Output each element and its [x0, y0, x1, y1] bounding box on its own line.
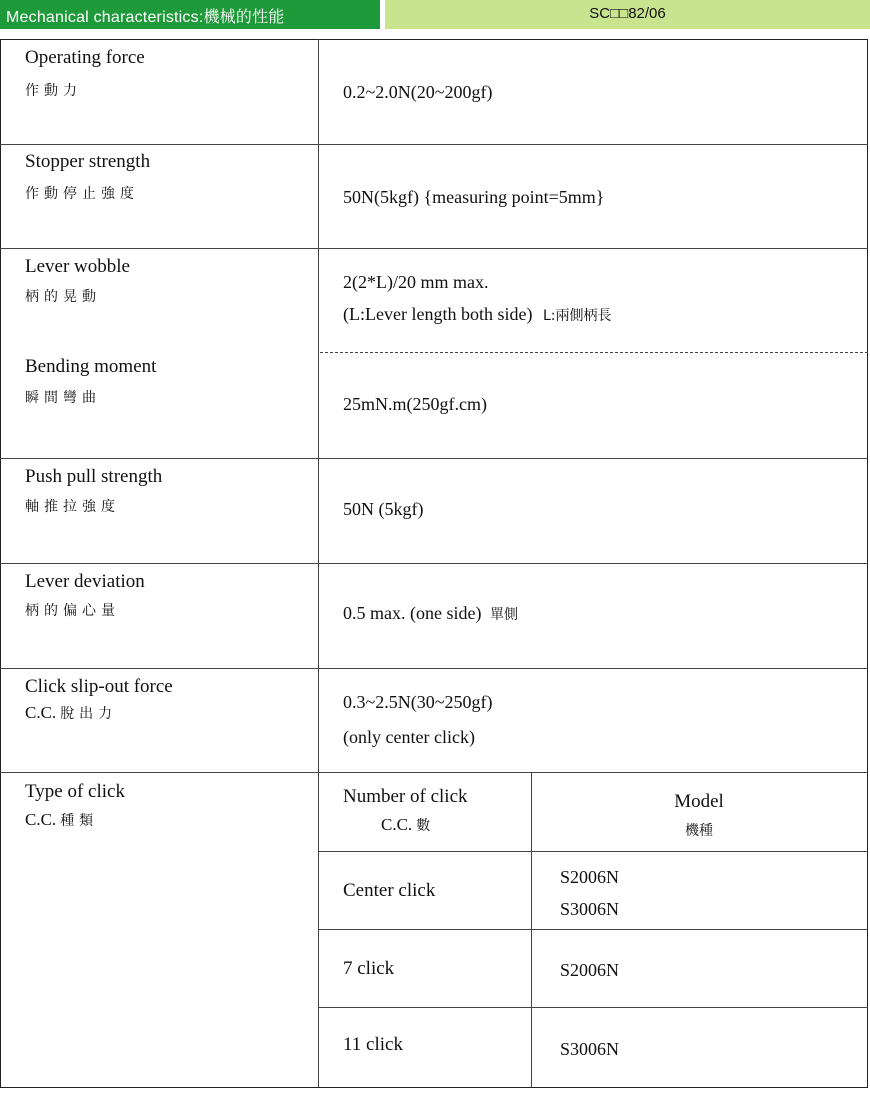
section-title-bar — [0, 0, 380, 29]
lever-wobble-value-line2 — [343, 304, 611, 325]
stopper-strength-label-zh: 作動停止強度 — [25, 186, 139, 202]
row-divider — [0, 248, 868, 249]
model-header: Model — [674, 791, 724, 812]
number-of-click-header-zh-group — [381, 815, 430, 835]
click-model-11: S3006N — [560, 1039, 620, 1059]
click-type-11: 11 click — [343, 1034, 403, 1055]
click-slip-out-force-value-line2: (only center click) — [343, 727, 475, 747]
operating-force-value: 0.2~2.0N(20~200gf) — [343, 82, 493, 102]
row-divider — [0, 144, 868, 145]
lever-deviation-value-en: 0.5 max. (one side) — [343, 603, 482, 623]
operating-force-label: Operating force — [25, 47, 145, 68]
number-of-click-header: Number of click — [343, 786, 468, 807]
number-of-click-header-prefix: C.C. — [381, 815, 413, 834]
bending-moment-label: Bending moment — [25, 356, 157, 377]
push-pull-strength-label-zh: 軸推拉強度 — [25, 499, 120, 515]
operating-force-label-zh: 作動力 — [25, 83, 82, 99]
lever-wobble-value-line1: 2(2*L)/20 mm max. — [343, 272, 489, 292]
click-table-row-divider — [318, 851, 868, 852]
click-slip-out-force-label-prefix: C.C. — [25, 703, 57, 722]
stopper-strength-value: 50N(5kgf) {measuring point=5mm} — [343, 187, 605, 207]
row-divider — [0, 458, 868, 459]
click-table-row-divider — [318, 929, 868, 930]
lever-wobble-value-line2-cn: L:兩側柄長 — [542, 308, 612, 324]
click-slip-out-force-label-zh: 脫出力 — [60, 706, 118, 722]
bending-moment-value: 25mN.m(250gf.cm) — [343, 394, 487, 414]
model-header-zh: 機種 — [685, 823, 713, 839]
row-divider — [0, 772, 868, 773]
click-type-center: Center click — [343, 880, 436, 901]
click-model-7: S2006N — [560, 960, 620, 980]
type-of-click-label-zh: 種類 — [60, 813, 99, 829]
push-pull-strength-label: Push pull strength — [25, 466, 163, 487]
click-type-7: 7 click — [343, 958, 395, 979]
model-code: SC□□82/06 — [589, 5, 666, 22]
push-pull-strength-value: 50N (5kgf) — [343, 499, 424, 519]
type-of-click-label: Type of click — [25, 781, 125, 802]
type-of-click-label-zh-group — [25, 810, 98, 830]
type-of-click-label-prefix: C.C. — [25, 810, 57, 829]
click-slip-out-force-label: Click slip-out force — [25, 676, 173, 697]
lever-wobble-label: Lever wobble — [25, 256, 130, 277]
click-model-center-2: S3006N — [560, 899, 620, 919]
click-slip-out-force-value-line1: 0.3~2.5N(30~250gf) — [343, 692, 493, 712]
row-divider — [0, 668, 868, 669]
bending-moment-label-zh: 瞬間彎曲 — [25, 390, 101, 406]
click-slip-out-force-label-zh-group — [25, 703, 117, 723]
model-code-bar — [385, 0, 870, 29]
lever-wobble-label-zh: 柄的晃動 — [25, 289, 101, 305]
lever-deviation-value — [343, 603, 518, 624]
lever-deviation-label-zh: 柄的偏心量 — [25, 603, 120, 619]
section-title: Mechanical characteristics:機械的性能 — [6, 9, 285, 26]
number-of-click-header-zh: 數 — [416, 818, 431, 834]
lever-deviation-value-cn: 單側 — [489, 607, 518, 623]
lever-deviation-label: Lever deviation — [25, 571, 145, 592]
row-divider — [0, 563, 868, 564]
click-table-row-divider — [318, 1007, 868, 1008]
row-divider-dashed — [320, 352, 868, 353]
stopper-strength-label: Stopper strength — [25, 151, 151, 172]
lever-wobble-value-line2-en: (L:Lever length both side) — [343, 304, 533, 324]
click-model-center-1: S2006N — [560, 867, 620, 887]
